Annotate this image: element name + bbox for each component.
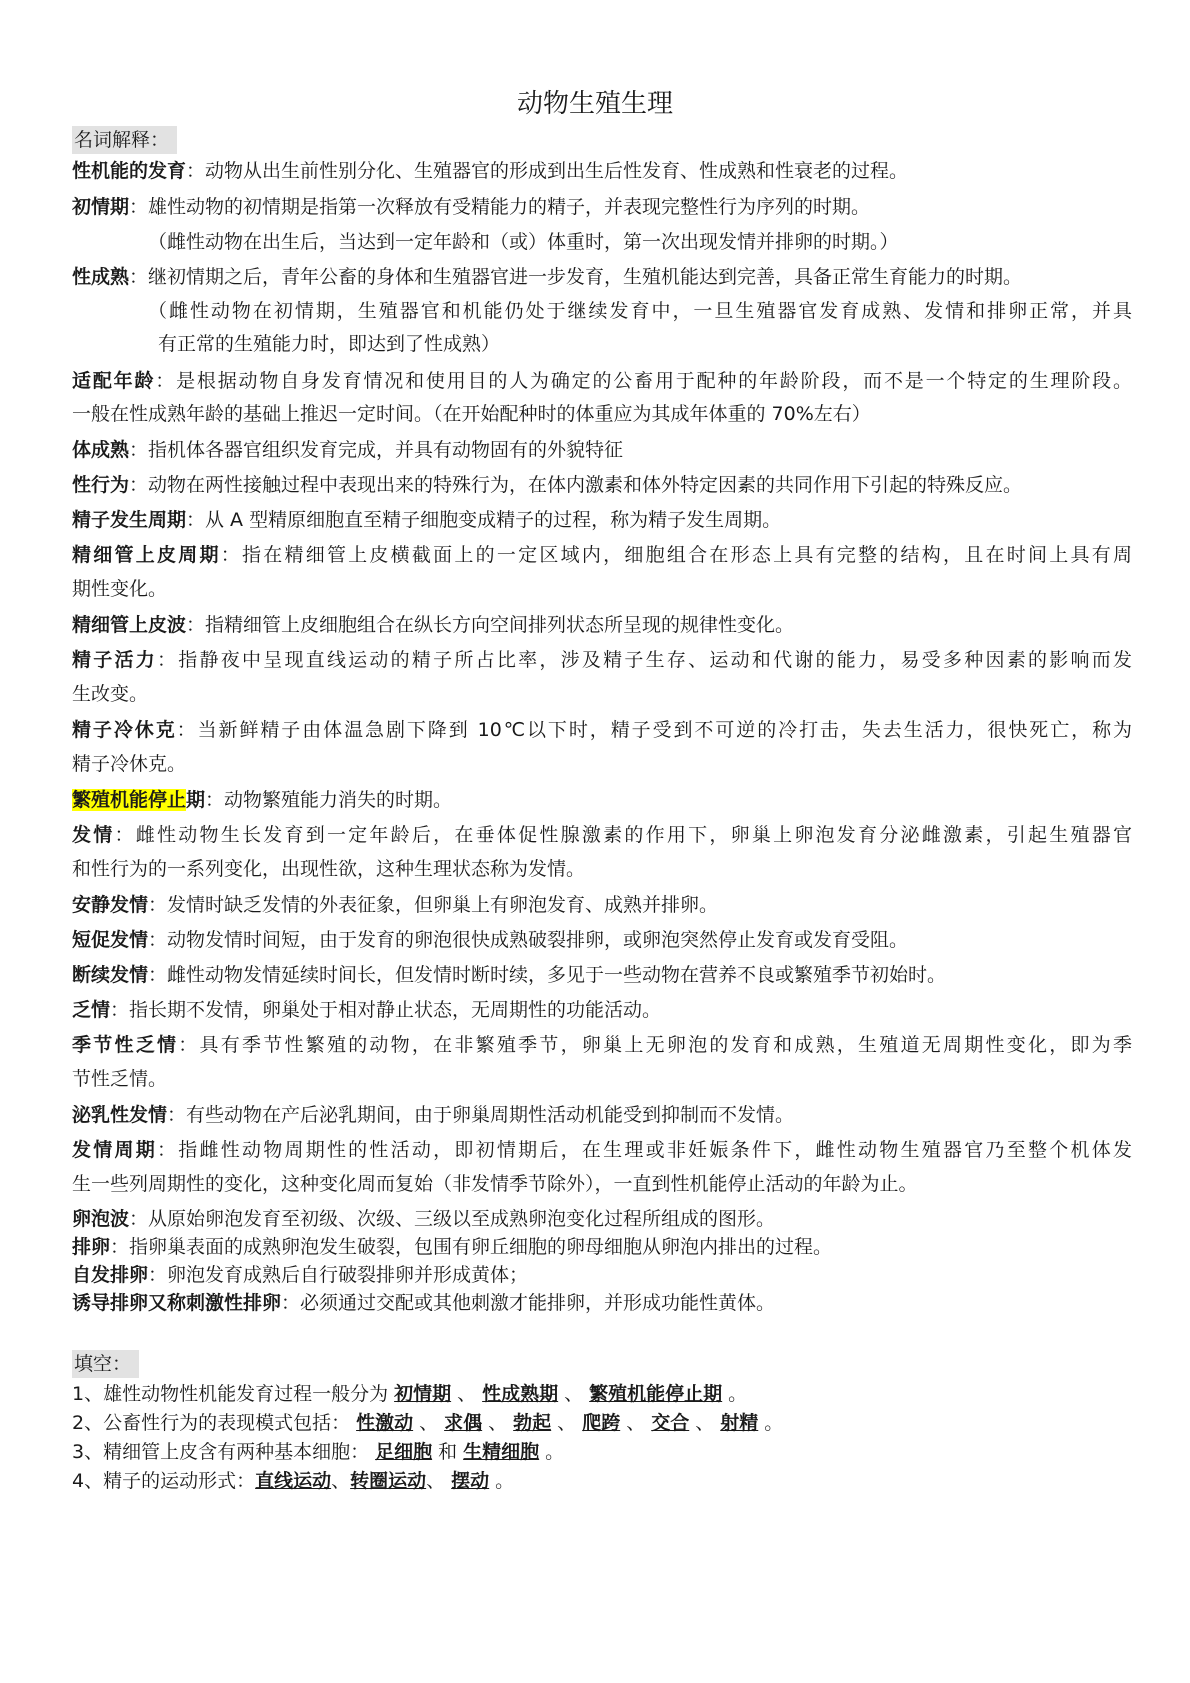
definition-line (72, 157, 1132, 185)
answer-blank: 生精细胞 (463, 1441, 540, 1463)
definition-text: ：具有季节性繁殖的动物，在非繁殖季节，卵巢上无卵泡的发育和成熟，生殖道无周期性变化，即为季 (178, 1034, 1132, 1056)
answer-blank: 交合 (651, 1412, 690, 1434)
definition-text: ：发情时缺乏发情的外表征象，但卵巢上有卵泡发育、成熟并排卵。 (148, 894, 719, 916)
definition-line (72, 1205, 1132, 1233)
definition-line (72, 1233, 1132, 1261)
definition-line (72, 996, 1132, 1024)
definition-line (72, 471, 1132, 499)
definition-term: 性行为 (72, 474, 130, 496)
definition-text: ：指卵巢表面的成熟卵泡发生破裂，包围有卵丘细胞的卵母细胞从卵泡内排出的过程。 (110, 1236, 833, 1258)
question-text: 3、精细管上皮含有两种基本细胞： (72, 1441, 370, 1463)
definition-line (72, 926, 1132, 954)
definition-term: 初情期 (72, 196, 130, 218)
definition-term: 自发排卵 (72, 1264, 149, 1286)
definition-continuation: 生改变。 (72, 683, 149, 705)
separator: 、 (695, 1412, 715, 1434)
definition-note: （雌性动物在出生后，当达到一定年龄和（或）体重时，第一次出现发情并排卵的时期。） (148, 231, 899, 253)
definition-note: （雌性动物在初情期，生殖器官和机能仍处于继续发育中，一旦生殖器官发育成熟、发情和排卵正常，并具 (148, 300, 1132, 322)
separator: 。 (764, 1412, 784, 1434)
answer-blank: 求偶 (444, 1412, 483, 1434)
definitions-heading: 名词解释： (72, 126, 177, 154)
separator: 。 (728, 1383, 748, 1405)
definition-term: 短促发情 (72, 929, 149, 951)
definition-term: 发情 (72, 824, 115, 846)
definition-line (72, 1101, 1132, 1129)
separator: 、 (564, 1383, 584, 1405)
definition-text: ：动物从出生前性别分化、生殖器官的形成到出生后性发育、性成熟和性衰老的过程。 (186, 160, 909, 182)
fill-question (72, 1380, 1132, 1408)
separator: 、 (557, 1412, 577, 1434)
answer-blank: 性激动 (356, 1412, 414, 1434)
definition-continuation: 精子冷休克。 (72, 753, 187, 775)
definition-line (72, 367, 1132, 395)
definition-continuation: 节性乏情。 (72, 1068, 168, 1090)
separator: 、 (426, 1470, 446, 1492)
fill-question (72, 1438, 1132, 1466)
definition-text: ：从原始卵泡发育至初级、次级、三级以至成熟卵泡变化过程所组成的图形。 (129, 1208, 776, 1230)
definition-text: ：是根据动物自身发育情况和使用目的人为确定的公畜用于配种的年龄阶段，而不是一个特定的生理阶段。 (155, 370, 1132, 392)
separator: 和 (438, 1441, 458, 1463)
separator: 、 (488, 1412, 508, 1434)
definition-line (72, 821, 1132, 849)
definition-note: 有正常的生殖能力时，即达到了性成熟） (158, 333, 501, 355)
definition-line (72, 611, 1132, 639)
definition-text: ：雌性动物生长发育到一定年龄后，在垂体促性腺激素的作用下，卵巢上卵泡发育分泌雌激素，引起生殖器官 (114, 824, 1132, 846)
definition-term: 精细管上皮波 (72, 614, 187, 636)
separator: 、 (457, 1383, 477, 1405)
definition-text: ：有些动物在产后泌乳期间，由于卵巢周期性活动机能受到抑制而不发情。 (167, 1104, 795, 1126)
definition-term: 季节性乏情 (72, 1034, 179, 1056)
definition-term: 精子活力 (72, 649, 157, 671)
definition-term: 安静发情 (72, 894, 149, 916)
definition-term: 期 (186, 789, 206, 811)
definition-line (72, 1289, 1132, 1317)
definition-term: 断续发情 (72, 964, 149, 986)
definition-line (72, 1031, 1132, 1059)
definition-text: ：指雌性动物周期性的性活动，即初情期后，在生理或非妊娠条件下，雌性动物生殖器官乃至整个机体发 (156, 1139, 1132, 1161)
definition-text: ：当新鲜精子由体温急剧下降到 10℃以下时，精子受到不可逆的冷打击，失去生活力，很快死亡，称为 (176, 719, 1132, 741)
answer-blank: 爬跨 (582, 1412, 621, 1434)
definition-term: 泌乳性发情 (72, 1104, 168, 1126)
definition-text: ：卵泡发育成熟后自行破裂排卵并形成黄体； (148, 1264, 529, 1286)
definition-text: ：动物繁殖能力消失的时期。 (205, 789, 453, 811)
definition-term: 精子冷休克 (72, 719, 177, 741)
question-text: 4、精子的运动形式： (72, 1470, 256, 1492)
definition-text: ：指静夜中呈现直线运动的精子所占比率，涉及精子生存、运动和代谢的能力，易受多种因素的影响而发 (156, 649, 1132, 671)
separator: 。 (495, 1470, 515, 1492)
definition-line (72, 1136, 1132, 1164)
answer-blank: 勃起 (513, 1412, 552, 1434)
highlighted-term: 繁殖机能停止 (72, 789, 187, 811)
definition-term: 体成熟 (72, 439, 130, 461)
definition-line (72, 1261, 1132, 1289)
definition-line (72, 263, 1132, 291)
separator: 、 (419, 1412, 439, 1434)
separator: 。 (545, 1441, 565, 1463)
definition-text: ：指在精细管上皮横截面上的一定区域内，细胞组合在形态上具有完整的结构，且在时间上具有周 (220, 544, 1132, 566)
answer-blank: 初情期 (394, 1383, 452, 1405)
definition-continuation: 和性行为的一系列变化，出现性欲，这种生理状态称为发情。 (72, 858, 586, 880)
definition-line (72, 786, 1132, 814)
answer-blank: 射精 (720, 1412, 759, 1434)
answer-blank: 繁殖机能停止期 (589, 1383, 723, 1405)
definition-text: ：动物发情时间短，由于发育的卵泡很快成熟破裂排卵，或卵泡突然停止发育或发育受阻。 (148, 929, 909, 951)
answer-blank: 摆动 (451, 1470, 490, 1492)
definition-term: 性成熟 (72, 266, 130, 288)
answer-blank: 转圈运动 (350, 1470, 427, 1492)
definition-line (72, 646, 1132, 674)
definition-line (72, 436, 1132, 464)
page-title: 动物生殖生理 (516, 89, 673, 119)
definition-text: ：从 A 型精原细胞直至精子细胞变成精子的过程，称为精子发生周期。 (186, 509, 782, 531)
definition-term: 发情周期 (72, 1139, 157, 1161)
separator: 、 (331, 1470, 351, 1492)
definition-continuation: 一般在性成熟年龄的基础上推迟一定时间。（在开始配种时的体重应为其成年体重的 70%左右） (72, 403, 871, 425)
fill-question (72, 1409, 1132, 1437)
definition-line (72, 891, 1132, 919)
definition-text: ：指精细管上皮细胞组合在纵长方向空间排列状态所呈现的规律性变化。 (186, 614, 795, 636)
definition-text: ：指机体各器官组织发育完成，并具有动物固有的外貌特征 (129, 439, 624, 461)
definition-term: 诱导排卵又称刺激性排卵 (72, 1292, 282, 1314)
definition-line (72, 716, 1132, 744)
answer-blank: 性成熟期 (482, 1383, 559, 1405)
question-text: 2、公畜性行为的表现模式包括： (72, 1412, 351, 1434)
definition-term: 排卵 (72, 1236, 111, 1258)
question-text: 1、雄性动物性机能发育过程一般分为 (72, 1383, 389, 1405)
definition-term: 精子发生周期 (72, 509, 187, 531)
definition-text: ：雄性动物的初情期是指第一次释放有受精能力的精子，并表现完整性行为序列的时期。 (129, 196, 871, 218)
definition-term: 适配年龄 (72, 370, 156, 392)
definition-continuation: 期性变化。 (72, 578, 168, 600)
definition-continuation: 生一些列周期性的变化，这种变化周而复始（非发情季节除外），一直到性机能停止活动的年龄为止。 (72, 1173, 918, 1195)
definition-term: 精细管上皮周期 (72, 544, 221, 566)
answer-blank: 直线运动 (255, 1470, 332, 1492)
definition-line (72, 541, 1132, 569)
definition-line (72, 961, 1132, 989)
fill-heading: 填空： (72, 1350, 139, 1378)
separator: 、 (626, 1412, 646, 1434)
definition-term: 性机能的发育 (72, 160, 187, 182)
definition-line (72, 506, 1132, 534)
definition-text: ：动物在两性接触过程中表现出来的特殊行为，在体内激素和体外特定因素的共同作用下引起的特殊反应。 (129, 474, 1023, 496)
definition-text: ：继初情期之后，青年公畜的身体和生殖器官进一步发育，生殖机能达到完善，具备正常生育能力的时期。 (129, 266, 1023, 288)
definition-term: 卵泡波 (72, 1208, 130, 1230)
definition-text: ：雌性动物发情延续时间长，但发情时断时续，多见于一些动物在营养不良或繁殖季节初始时。 (148, 964, 947, 986)
definition-term: 乏情 (72, 999, 111, 1021)
definition-line (72, 193, 1132, 221)
answer-blank: 足细胞 (375, 1441, 433, 1463)
fill-question (72, 1467, 1132, 1495)
definition-text: ：必须通过交配或其他刺激才能排卵，并形成功能性黄体。 (281, 1292, 776, 1314)
definition-text: ：指长期不发情，卵巢处于相对静止状态，无周期性的功能活动。 (110, 999, 662, 1021)
